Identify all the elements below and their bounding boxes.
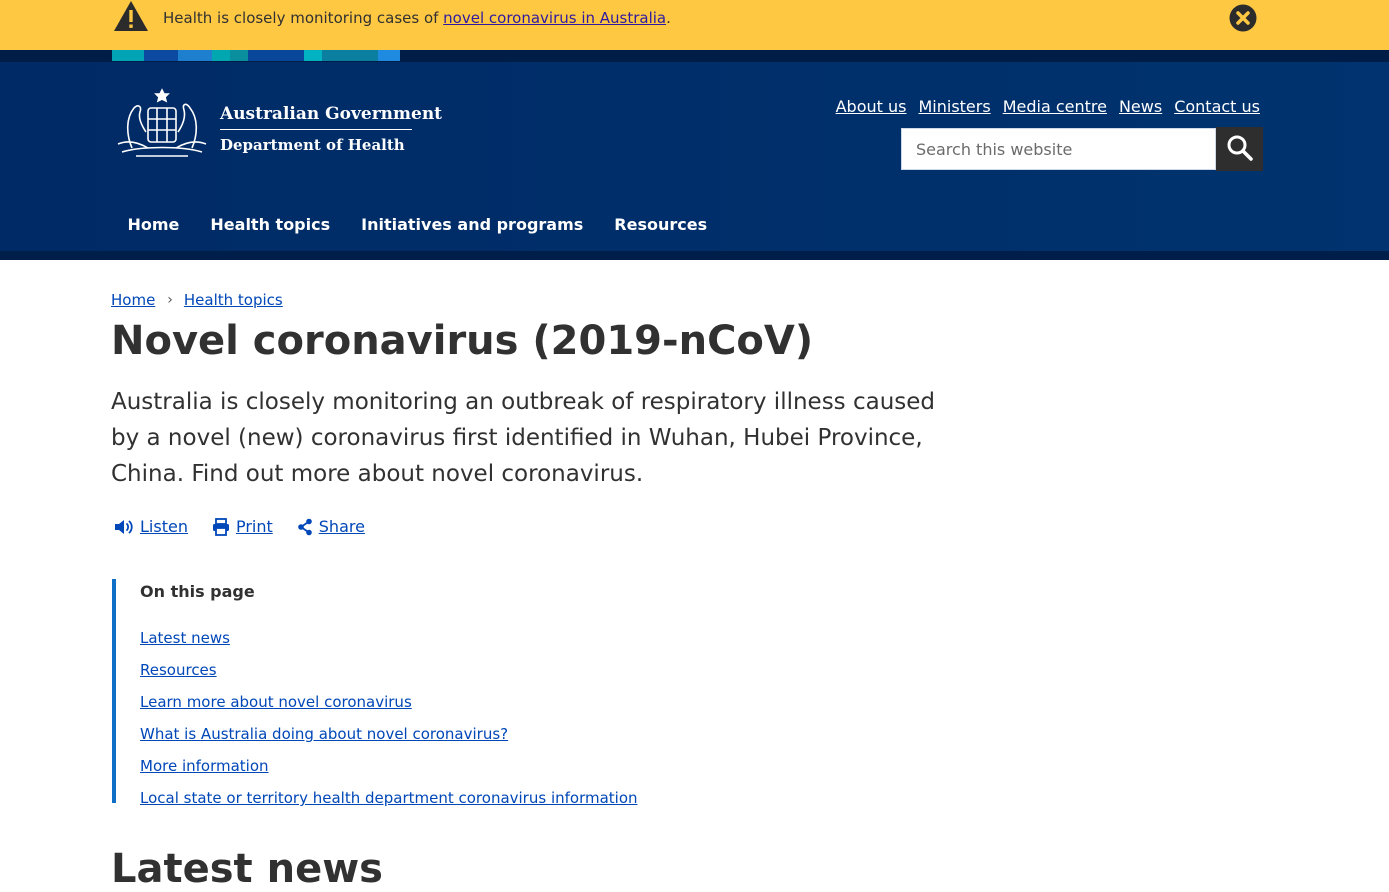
page-intro: Australia is closely monitoring an outbreak of respiratory illness caused by a novel (new) coronavirus first identified in Wuhan, Hubei Province, China. Find out more about novel coronavirus.	[111, 389, 936, 487]
print-link[interactable]: Print	[235, 517, 273, 536]
on-this-page-list	[140, 622, 638, 814]
alert-link[interactable]: novel coronavirus in Australia	[443, 9, 667, 27]
list-item	[140, 686, 638, 718]
color-blocks	[112, 50, 412, 62]
speaker-icon	[114, 518, 134, 536]
page-actions	[114, 517, 389, 536]
list-item	[140, 750, 638, 782]
breadcrumb-health-topics[interactable]: Health topics	[183, 291, 283, 309]
header-bottom-strip	[0, 251, 1389, 260]
list-item	[140, 654, 638, 686]
search-button[interactable]	[1216, 127, 1263, 171]
utility-link-news[interactable]: News	[1118, 97, 1163, 116]
warning-icon	[113, 0, 149, 32]
logo-government: Australian Government	[220, 104, 443, 124]
anchor-more-information[interactable]: More information	[140, 757, 269, 775]
share-icon	[297, 518, 313, 536]
page-title: Novel coronavirus (2019-nCoV)	[111, 318, 814, 364]
printer-icon	[212, 518, 230, 536]
main-nav-health-topics[interactable]: Health topics	[210, 215, 331, 234]
alert-suffix: .	[666, 9, 671, 27]
logo-divider	[220, 129, 412, 130]
on-this-page	[112, 579, 676, 807]
coat-of-arms-icon	[112, 86, 212, 162]
anchor-local-health-department[interactable]: Local state or territory health department coronavirus information	[140, 789, 638, 807]
utility-link-media-centre[interactable]: Media centre	[1002, 97, 1107, 116]
alert-message	[163, 9, 671, 27]
utility-link-ministers[interactable]: Ministers	[918, 97, 991, 116]
list-item	[140, 718, 638, 750]
anchor-what-is-australia-doing[interactable]: What is Australia doing about novel coronavirus?	[140, 725, 509, 743]
anchor-resources[interactable]: Resources	[140, 661, 217, 679]
breadcrumb	[111, 291, 283, 309]
list-item	[140, 622, 638, 654]
share-link[interactable]: Share	[318, 517, 365, 536]
list-item	[140, 782, 638, 814]
utility-link-about-us[interactable]: About us	[835, 97, 907, 116]
utility-link-contact-us[interactable]: Contact us	[1174, 97, 1260, 116]
logo-department: Department of Health	[220, 136, 405, 154]
share-action[interactable]	[297, 517, 365, 536]
main-nav	[112, 213, 723, 237]
latest-news-heading: Latest news	[111, 846, 383, 892]
utility-nav	[836, 97, 1260, 116]
search-input[interactable]	[901, 128, 1216, 170]
alert-banner	[0, 0, 1389, 50]
listen-action[interactable]	[114, 517, 188, 536]
close-icon[interactable]	[1229, 4, 1257, 32]
main-nav-resources[interactable]: Resources	[614, 215, 708, 234]
search-icon	[1226, 134, 1254, 162]
site-logo[interactable]	[112, 86, 443, 162]
print-action[interactable]	[212, 517, 273, 536]
anchor-latest-news[interactable]: Latest news	[140, 629, 230, 647]
listen-link[interactable]: Listen	[140, 517, 188, 536]
chevron-right-icon: ›	[167, 292, 173, 308]
breadcrumb-home[interactable]: Home	[111, 291, 156, 309]
site-header	[0, 50, 1389, 260]
alert-text: Health is closely monitoring cases of	[163, 9, 444, 27]
anchor-learn-more[interactable]: Learn more about novel coronavirus	[140, 693, 412, 711]
on-this-page-title: On this page	[140, 582, 255, 601]
main-nav-home[interactable]: Home	[127, 215, 180, 234]
main-nav-initiatives[interactable]: Initiatives and programs	[361, 215, 584, 234]
